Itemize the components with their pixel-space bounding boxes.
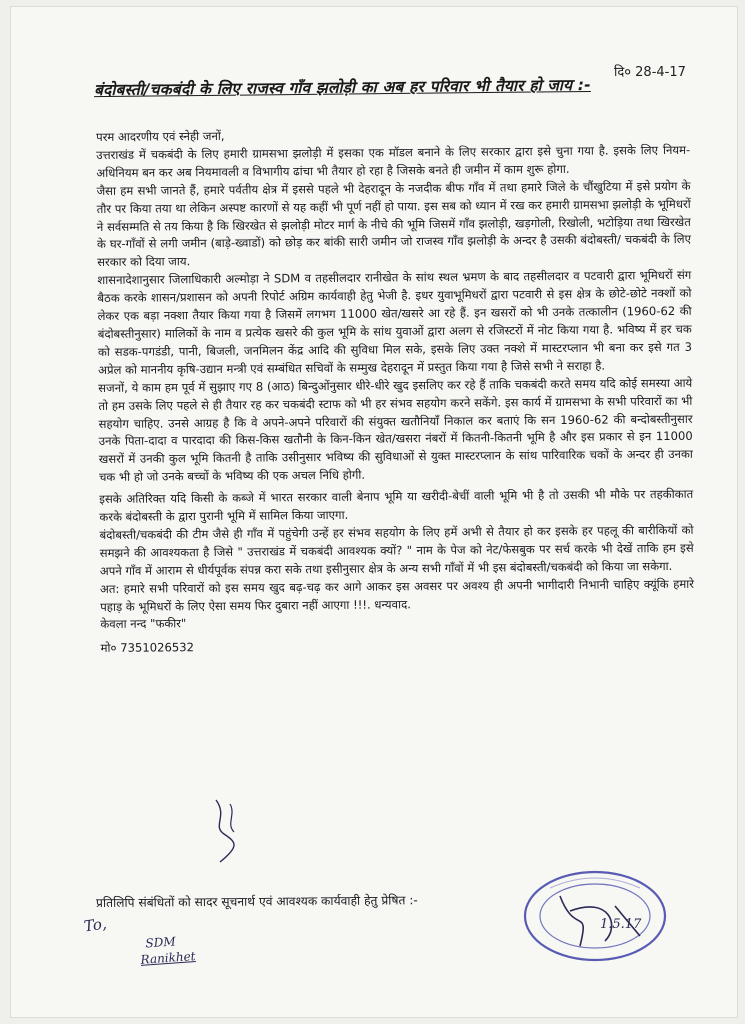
letter-heading: बंदोबस्ती/चकबंदी के लिए राजस्व गाँव झलोड़ी का अब हर परिवार भी तैयार हो जाय :- [93,75,591,100]
paragraph-1: उत्तराखंड में चकबंदी के लिए हमारी ग्रामसभा झलोड़ी में इसका एक मॉडल बनाने के लिए सरकार द्वारा इसे चुना गया है. इसके लिए नियम-अधिनियम बन कर अब नियमावली व विभागीय ढांचा भी तैयार हो रहा है जिसके बनते ही जमीन में काम शुरू होगा. [96,142,691,180]
paragraph-6: बंदोबस्ती/चकबंदी की टीम जैसे ही गाँव में पहुंचेगी उन्हें हर संभव सहयोग के लिए हमें अभी से तैयार हो कर इसके हर पहलू की बारीकियों को समझने की आवश्यकता है जिसे " उत्तराखंड में चकबंदी आवश्यक क्यों? " नाम के पेज को नेट/फेसबुक पर सर्च करके भी देखें ताकि हम इसे अपने गाँव में आराम से धीर्यपूर्वक संपन्न करा सके तथा इसीनुसार क्षेत्र के अन्य सभी गाँवों में भी इस बंदोबस्ती/चकबंदी को किया जा सकेगा. [99,522,694,578]
official-stamp [520,866,670,966]
paragraph-4: सजनों, ये काम हम पूर्व में सुझाए गए 8 (आठ) बिन्दुओंनुसार धीरे-धीरे खुद इसलिए कर रहे हैं ताकि चकबंदी करते समय यदि कोई समस्या आये तो हम उसके लिए पहले से ही तैयार रह कर चकबंदी स्टाफ को भी हर संभव सहयोग करने सकेंगे. इस कार्य में ग्रामसभा के सभी परिवारों का भी सहयोग चाहिए. उनसे आग्रह है कि वे अपने-अपने परिवारों की संयुक्त खतौनियाँ निकाल कर बताएं कि सन 1960-62 की बन्दोबस्तीनुसार उनके पिता-दादा व पारदादा की किस-किस खतौनी के किन-किन खेत/खसरा नंबरों में कितनी-कितनी भूमि है और इस प्रकार से इन 11000 खसरों में उनकी कुल भूमि कितनी है ताकि उसीनुसार भविष्य की सुविधाओं से युक्त मास्टरप्लान के सांथ पारिवारिक चकों के अन्दर ही उनका चक भी हो जो उनके बच्चों के भविष्य की एक अचल निधि होगी. [98,375,693,485]
paragraph-7: अत: हमारे सभी परिवारों को इस समय खुद बढ़-चढ़ कर आगे आकर इस अवसर पर अवश्य ही अपनी भागीदारी निभानी चाहिए क्यूंकि हमारे पहाड़ के भूमिधरों के लिए ऐसा समय फिर दुबारा नहीं आएगा !!!. धन्यवाद. [99,576,695,614]
svg-text:1.5.17: 1.5.17 [600,917,642,932]
letter-date: दि० 28-4-17 [614,65,686,80]
signature-scribble-icon [210,796,250,866]
handwritten-cc-line-1: SDM [145,934,177,951]
paragraph-3: शासनादेशानुसार जिलाधिकारी अल्मोड़ा ने SDM व तहसीलदार रानीखेत के सांथ स्थल भ्रमण के बाद तहसीलदार व पटवारी द्वारा भूमिधरों संग बैठक करके शासन/प्रशासन को अपनी रिपोर्ट अग्रिम कार्यवाही हेतु भेजी है. इधर युवाभूमिधरों द्वारा पटवारी से इस क्षेत्र के छोटे-छोटे नक्शों को लेकर एक बड़ा नक्शा तैयार किया गया है जिसमें लगभग 11000 खेत/खसरे आ रहे हैं. इन खसरों को भी उनके तत्कालीन (1960-62 की बंदोबस्तीनुसार) मालिकों के नाम व प्रत्येक खसरे की कुल भूमि के सांथ युवाओं द्वारा अलग से रजिस्टरों में नोट किया गया है. भविष्य में हर चक को सडक-पगडंडी, पानी, बिजली, जनमिलन केंद्र आदि की सुविधा मिल सके, इसके लिए उक्त नक्शे में मास्टरप्लान भी बना कर इसे गत 3 अप्रेल को माननीय कृषि-उद्यान मन्त्री एवं सम्बंधित सचिवों के सम्मुख देहरादून में प्रस्तुत किया गया है जिसे सभी ने सराहा है. [97,268,692,377]
copy-note: प्रतिलिपि संबंधितों को सादर सूचनार्थ एवं आवश्यक कार्यवाही हेतु प्रेषित :- [95,893,418,911]
letter-page [10,6,738,1018]
paragraph-2: जैसा हम सभी जानते हैं, हमारे पर्वतीय क्षेत्र में इससे पहले भी देहरादून के नजदीक बीफ गाँव में तथा हमारे जिले के चौंखुटिया में इसे प्रयोग के तौर पर किया तया था लेकिन अस्पष्ट कारणों से यह कहीं भी पूर्ण नहीं हो पाया. इस सब को ध्यान में रख कर हमारी ग्रामसभा झलोड़ी के भूमिधरों ने सर्वसम्मति से तय किया है कि खिरखेत से झलोड़ी मोटर मार्ग के नीचे की भूमि जिसमें गाँव झलोड़ी, खड़गोली, रिखोली, भटोड़िया तथा खिरखेत के घर-गाँवों से लगी जमीन (बाड़े-ख्वाडों) को छोड़ कर बांकी सारी जमीन जो राजस्व गाँव झलोड़ी के अन्दर है उसकी बंदोबस्ती/ चकबंदी के लिए सरकार को दिया जाय. [96,178,692,270]
signature-phone: मो० 7351026532 [100,640,195,656]
signature-name: केवला नन्द "फकीर" [100,616,187,632]
handwritten-cc-line-2: Ranikhet [140,949,196,967]
salutation: परम आदरणीय एवं स्नेही जनों, [96,128,225,144]
handwritten-to: To, [82,914,108,936]
letter-body [96,124,695,658]
paragraph-5: इसके अतिरिक्त यदि किसी के कब्जे में भारत सरकार वाली बेनाप भूमि या खरीदी-बेचीं वाली भूमि भी है तो उसकी भी मौके पर तहकीकात करके बंदोबस्ती के द्वारा पुरानी भूमि में सामिल किया जाएगा. [99,486,694,525]
handwritten-recipient [139,932,196,968]
